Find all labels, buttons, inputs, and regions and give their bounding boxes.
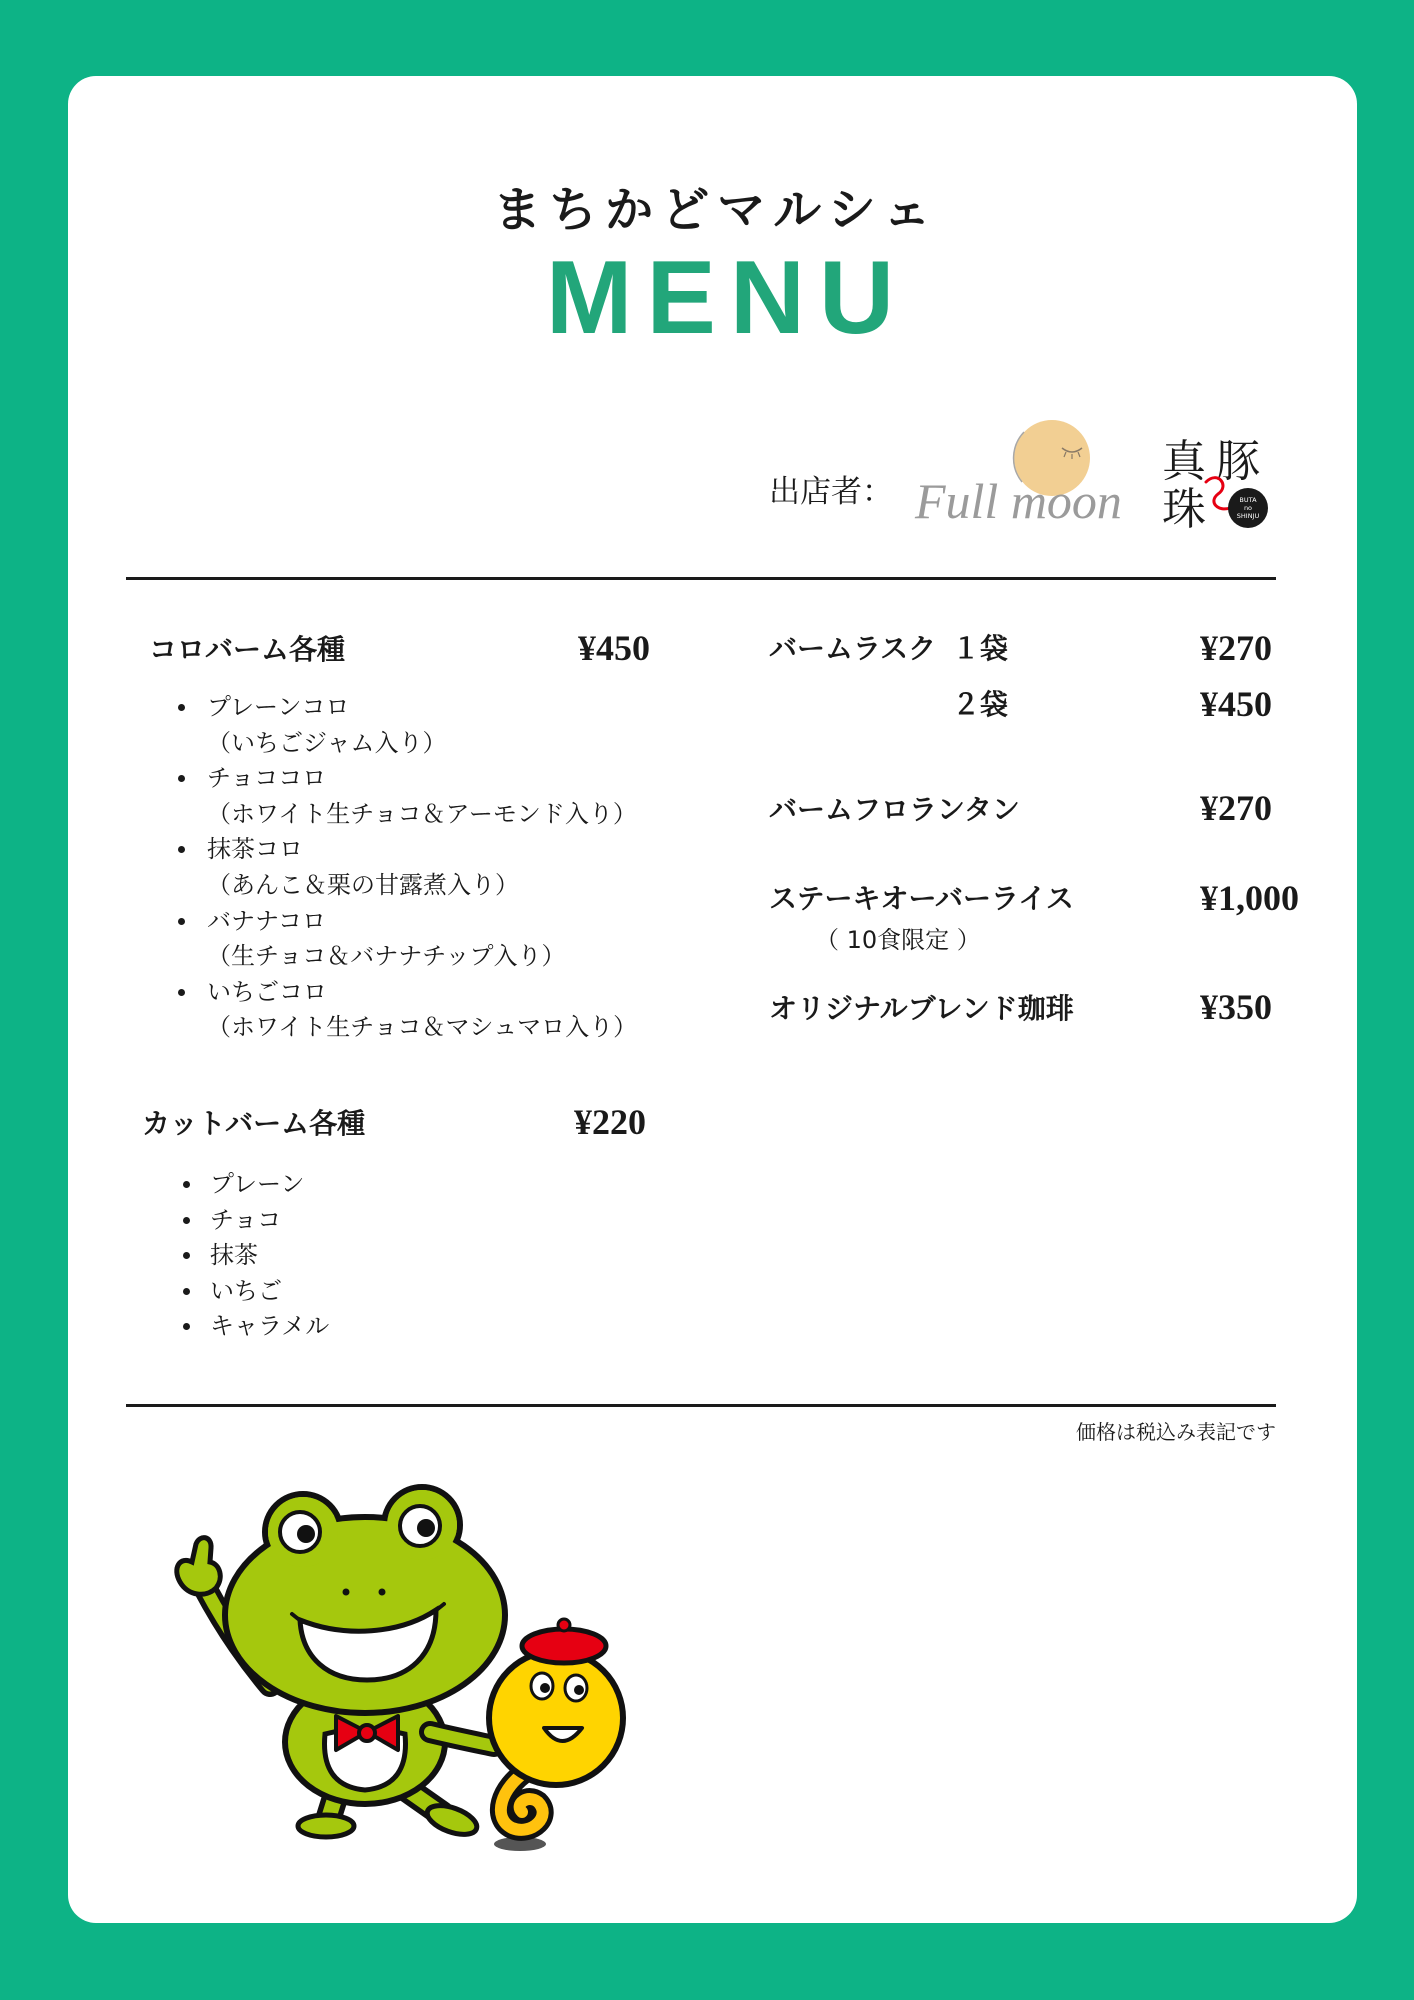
item-name: 抹茶コロ [207,835,303,864]
list-item [207,690,637,761]
logo-char-2: 豚 [1216,436,1260,487]
bullet-dot-icon [178,704,185,711]
item-description: （ホワイト生チョコ＆マシュマロ入り） [207,1013,638,1042]
butanoshinju-logo [1160,432,1276,532]
bullet-dot-icon [183,1181,190,1188]
item-name: プレーン [210,1170,305,1198]
item-name: チョココロ [207,764,327,793]
item-description: （いちごジャム入り） [207,728,447,757]
item-name: プレーンコロ [207,693,350,721]
menu-item-name: バームラスク [769,632,937,665]
logo-badge-line-2: no [1243,504,1253,512]
logo-char-1: 真 [1162,436,1206,487]
bottom-divider [126,1404,1276,1407]
logo-badge-line-1: BUTA [1239,496,1257,504]
list-item [207,975,637,1046]
menu-item-price: ¥270 [1200,788,1272,828]
menu-item-price: ¥350 [1200,987,1272,1027]
full-moon-logo [912,418,1132,528]
bullet-dot-icon [183,1288,190,1295]
mascot-illustration [160,1470,640,1860]
section-heading: カットバーム各種 [142,1107,366,1140]
menu-item-price: ¥270 [1200,628,1272,668]
menu-item-price: ¥1,000 [1200,878,1299,918]
bullet-dot-icon [183,1217,190,1224]
list-item [207,761,637,832]
item-list [210,1167,329,1345]
list-item [207,832,637,903]
item-name: チョコ [210,1205,282,1234]
item-description: （ホワイト生チョコ＆アーモンド入り） [207,799,637,828]
list-item [210,1203,329,1239]
item-name: いちごコロ [207,977,327,1006]
section-heading: コロバーム各種 [149,633,346,666]
top-divider [126,577,1276,580]
menu-item-quantity: １袋 [952,632,1009,665]
frog-mascot-icon [177,1487,505,1840]
list-item [210,1274,329,1310]
bullet-dot-icon [178,918,185,925]
item-description: （あんこ＆栗の甘露煮入り） [207,870,519,899]
list-item [207,904,637,975]
item-list [207,690,637,1046]
item-description: （生チョコ＆バナナチップ入り） [207,942,566,971]
event-title: まちかどマルシェ [493,182,939,238]
item-name: キャラメル [210,1312,330,1341]
menu-item-note: （ 10食限定 ） [815,926,981,954]
item-name: いちご [210,1276,282,1305]
full-moon-logo-text: Full moon [915,473,1122,528]
section-price: ¥220 [574,1102,646,1142]
bullet-dot-icon [178,989,185,996]
tax-note: 価格は税込み表記です [1076,1420,1276,1444]
list-item [210,1309,329,1345]
section-price: ¥450 [578,628,650,668]
logo-badge-line-3: SHINJU [1236,512,1260,520]
list-item [210,1167,329,1203]
menu-item-name: バームフロランタン [769,793,1020,826]
list-item [210,1238,329,1274]
menu-item-name: オリジナルブレンド珈琲 [769,992,1074,1025]
menu-item-quantity: ２袋 [952,688,1009,721]
menu-heading: MENU [545,240,909,356]
yellow-mascot-icon [489,1619,623,1851]
menu-item-name: ステーキオーバーライス [769,882,1074,915]
item-name: バナナコロ [207,906,327,935]
menu-item-price: ¥450 [1200,684,1272,724]
vendor-label: 出店者： [769,474,893,510]
item-name: 抹茶 [210,1241,258,1270]
logo-char-3: 珠 [1162,484,1206,532]
